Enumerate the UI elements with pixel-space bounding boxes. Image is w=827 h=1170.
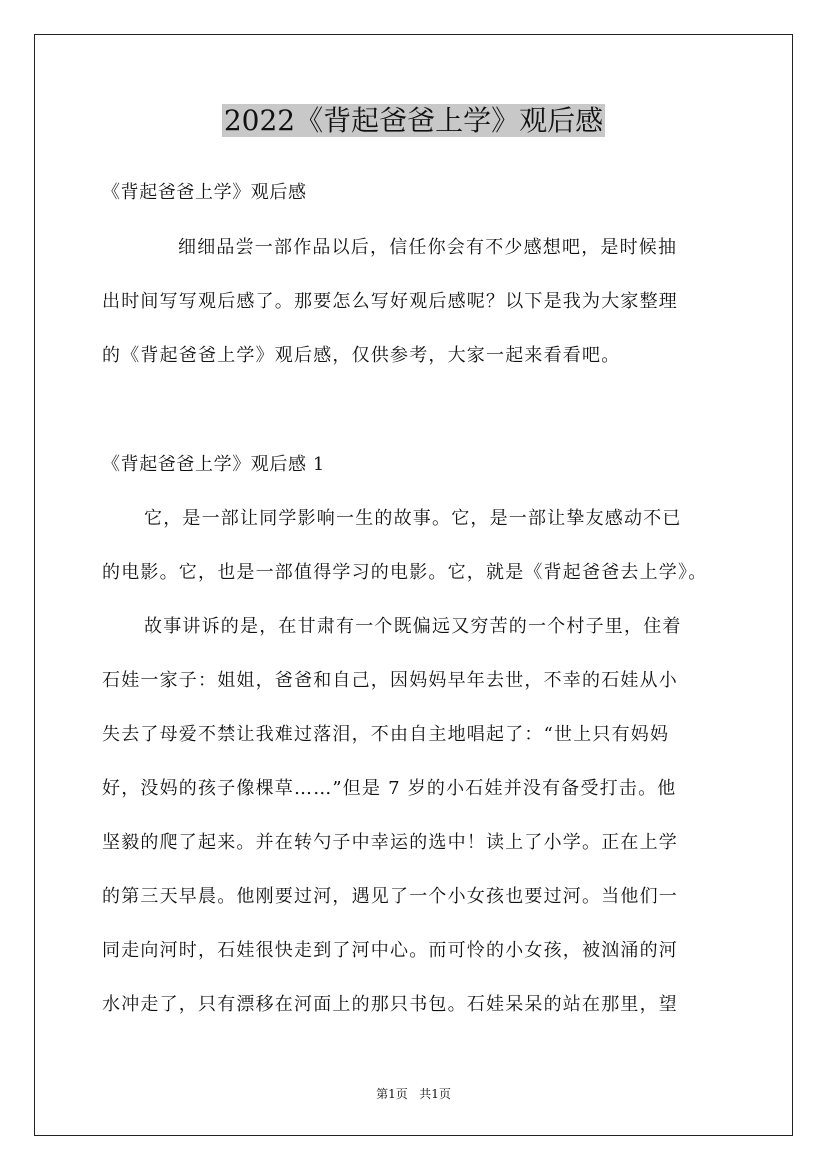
body-line: 的第三天早晨。他刚要过河，遇见了一个小女孩也要过河。当他们一 <box>102 886 678 907</box>
document-title <box>0 101 827 141</box>
body-line: 失去了母爱不禁让我难过落泪，不由自主地唱起了：“世上只有妈妈 <box>102 724 670 745</box>
section-heading: 《背起爸爸上学》观后感 1 <box>102 454 325 475</box>
body-line: 水冲走了，只有漂移在河面上的那只书包。石娃呆呆的站在那里，望 <box>102 994 678 1015</box>
subtitle: 《背起爸爸上学》观后感 <box>102 182 307 203</box>
body-line: 的电影。它，也是一部值得学习的电影。它，就是《背起爸爸去上学》。 <box>102 562 708 583</box>
document-title-text: 2022《背起爸爸上学》观后感 <box>223 104 604 137</box>
intro-line: 的《背起爸爸上学》观后感，仅供参考，大家一起来看看吧。 <box>102 345 621 366</box>
body-line: 好，没妈的孩子像棵草……”但是 7 岁的小石娃并没有备受打击。他 <box>102 778 677 799</box>
body-line: 坚毅的爬了起来。并在转勺子中幸运的选中！读上了小学。正在上学 <box>102 832 678 853</box>
body-line: 它，是一部让同学影响一生的故事。它，是一部让挚友感动不已 <box>144 508 682 529</box>
body-line: 石娃一家子：姐姐，爸爸和自己，因妈妈早年去世，不幸的石娃从小 <box>102 670 678 691</box>
intro-line: 出时间写写观后感了。那要怎么写好观后感呢？以下是我为大家整理 <box>102 291 678 312</box>
body-line: 故事讲诉的是，在甘肃有一个既偏远又穷苦的一个村子里，住着 <box>144 616 682 637</box>
page-footer: 第1页 共1页 <box>376 1087 451 1101</box>
body-line: 同走向河时，石娃很快走到了河中心。而可怜的小女孩，被汹涌的河 <box>102 940 678 961</box>
intro-line: 细细品尝一部作品以后，信任你会有不少感想吧，是时候抽 <box>178 237 678 258</box>
